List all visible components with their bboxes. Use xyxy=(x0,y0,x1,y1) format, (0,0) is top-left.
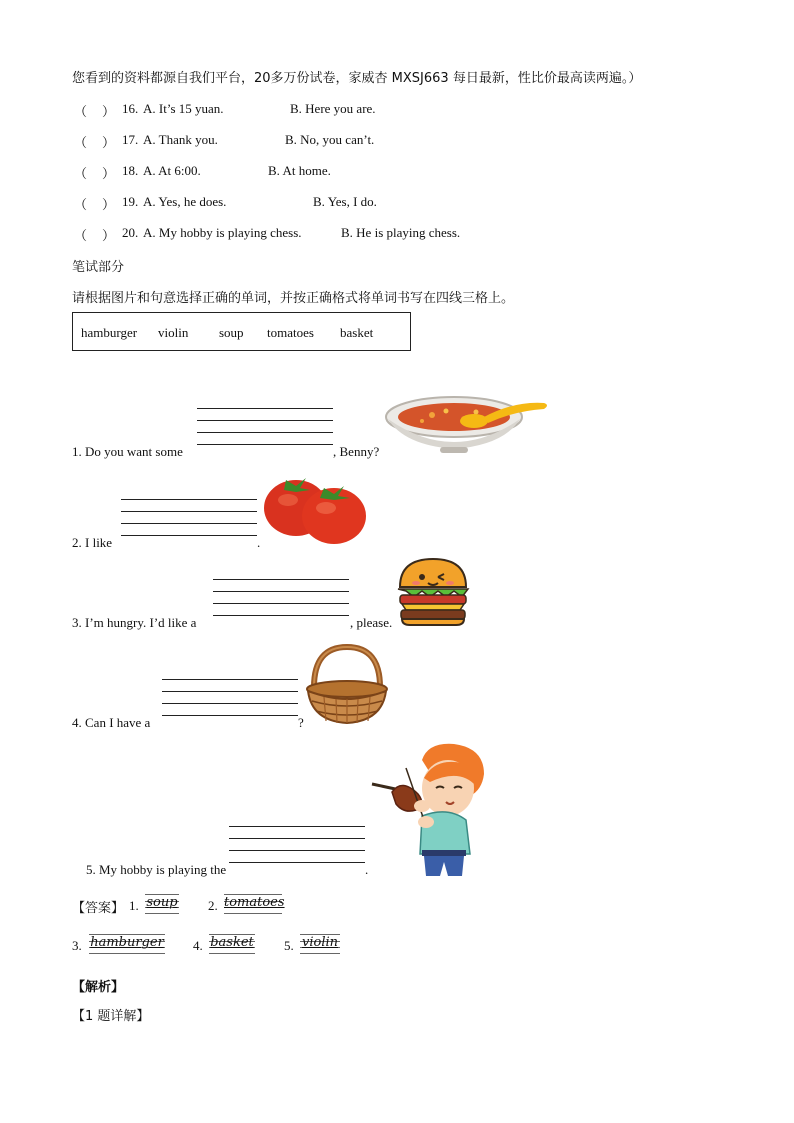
item-number: 16. xyxy=(122,101,139,116)
answer-word: basket xyxy=(210,935,254,950)
tomatoes-icon xyxy=(262,470,368,546)
word-bank-item: violin xyxy=(158,325,189,340)
option-b: B. He is playing chess. xyxy=(341,225,461,240)
answer-word: tomatoes xyxy=(224,895,285,910)
answer-word: hamburger xyxy=(90,935,164,950)
answer-writing-grid xyxy=(209,934,255,954)
answer-writing-grid xyxy=(89,934,165,954)
listening-item-19 xyxy=(0,194,794,212)
question-prefix: 2. I like xyxy=(72,535,113,550)
answer-paren-close: ） xyxy=(102,136,116,151)
question-prefix: 3. I’m hungry. I’d like a xyxy=(72,615,197,630)
answer-paren-close: ） xyxy=(102,167,116,182)
word-bank-item: tomatoes xyxy=(267,325,314,340)
soup-bowl-icon xyxy=(384,395,550,457)
option-a: A. At 6:00. xyxy=(143,163,201,178)
item-number: 17. xyxy=(122,132,139,147)
word-bank xyxy=(72,312,411,351)
answer-number: 4. xyxy=(193,938,203,953)
answer-paren-open: （ xyxy=(74,136,88,151)
option-b: B. At home. xyxy=(268,163,331,178)
answer-paren-close: ） xyxy=(102,105,116,120)
item-number: 20. xyxy=(122,225,139,240)
listening-item-16 xyxy=(0,101,794,119)
listening-item-17 xyxy=(0,132,794,150)
section-title: 笔试部分 xyxy=(72,260,125,275)
answer-label: 【答案】 xyxy=(72,901,125,916)
question-prefix: 1. Do you want some xyxy=(72,444,183,459)
question-prefix: 5. My hobby is playing the xyxy=(86,862,227,877)
answer-number: 2. xyxy=(208,898,218,913)
four-line-writing-grid[interactable] xyxy=(162,679,298,716)
answer-number: 3. xyxy=(72,938,82,953)
boy-violin-icon xyxy=(366,742,488,876)
option-a: A. Thank you. xyxy=(143,132,218,147)
four-line-writing-grid[interactable] xyxy=(213,579,349,616)
question-suffix: . xyxy=(257,535,261,550)
answer-word: soup xyxy=(146,895,178,910)
option-a: A. It’s 15 yuan. xyxy=(143,101,224,116)
answer-number: 1. xyxy=(129,898,139,913)
detail-label: 【1 题详解】 xyxy=(72,1009,150,1024)
word-bank-item: soup xyxy=(219,325,244,340)
item-number: 18. xyxy=(122,163,139,178)
answer-number: 5. xyxy=(284,938,294,953)
four-line-writing-grid[interactable] xyxy=(229,826,365,863)
question-suffix: , please. xyxy=(350,615,393,630)
four-line-writing-grid[interactable] xyxy=(197,408,333,445)
answer-paren-open: （ xyxy=(74,167,88,182)
option-a: A. Yes, he does. xyxy=(143,194,227,209)
listening-item-20 xyxy=(0,225,794,243)
question-suffix: , Benny? xyxy=(333,444,380,459)
answer-paren-close: ） xyxy=(102,229,116,244)
answer-paren-open: （ xyxy=(74,229,88,244)
option-b: B. Yes, I do. xyxy=(313,194,377,209)
answer-paren-close: ） xyxy=(102,198,116,213)
question-suffix: . xyxy=(365,862,369,877)
answer-writing-grid xyxy=(145,894,179,914)
analysis-label: 【解析】 xyxy=(72,980,125,995)
listening-item-18 xyxy=(0,163,794,181)
four-line-writing-grid[interactable] xyxy=(121,499,257,536)
answer-writing-grid xyxy=(300,934,340,954)
word-bank-item: hamburger xyxy=(81,325,138,340)
question-suffix: ? xyxy=(298,715,304,730)
option-b: B. Here you are. xyxy=(290,101,376,116)
answer-writing-grid xyxy=(224,894,285,914)
item-number: 19. xyxy=(122,194,139,209)
question-prefix: 4. Can I have a xyxy=(72,715,151,730)
answer-paren-open: （ xyxy=(74,198,88,213)
option-a: A. My hobby is playing chess. xyxy=(143,225,302,240)
header-note: 您看到的资料都源自我们平台，20多万份试卷，家威杏 MXSJ663 每日最新，性比价最高读两遍。） xyxy=(72,71,642,86)
answer-word: violin xyxy=(301,935,339,950)
basket-icon xyxy=(304,643,390,727)
hamburger-icon xyxy=(396,557,470,627)
word-bank-item: basket xyxy=(340,325,374,340)
option-b: B. No, you can’t. xyxy=(285,132,375,147)
answer-paren-open: （ xyxy=(74,105,88,120)
instruction: 请根据图片和句意选择正确的单词，并按正确格式将单词书写在四线三格上。 xyxy=(72,291,515,306)
